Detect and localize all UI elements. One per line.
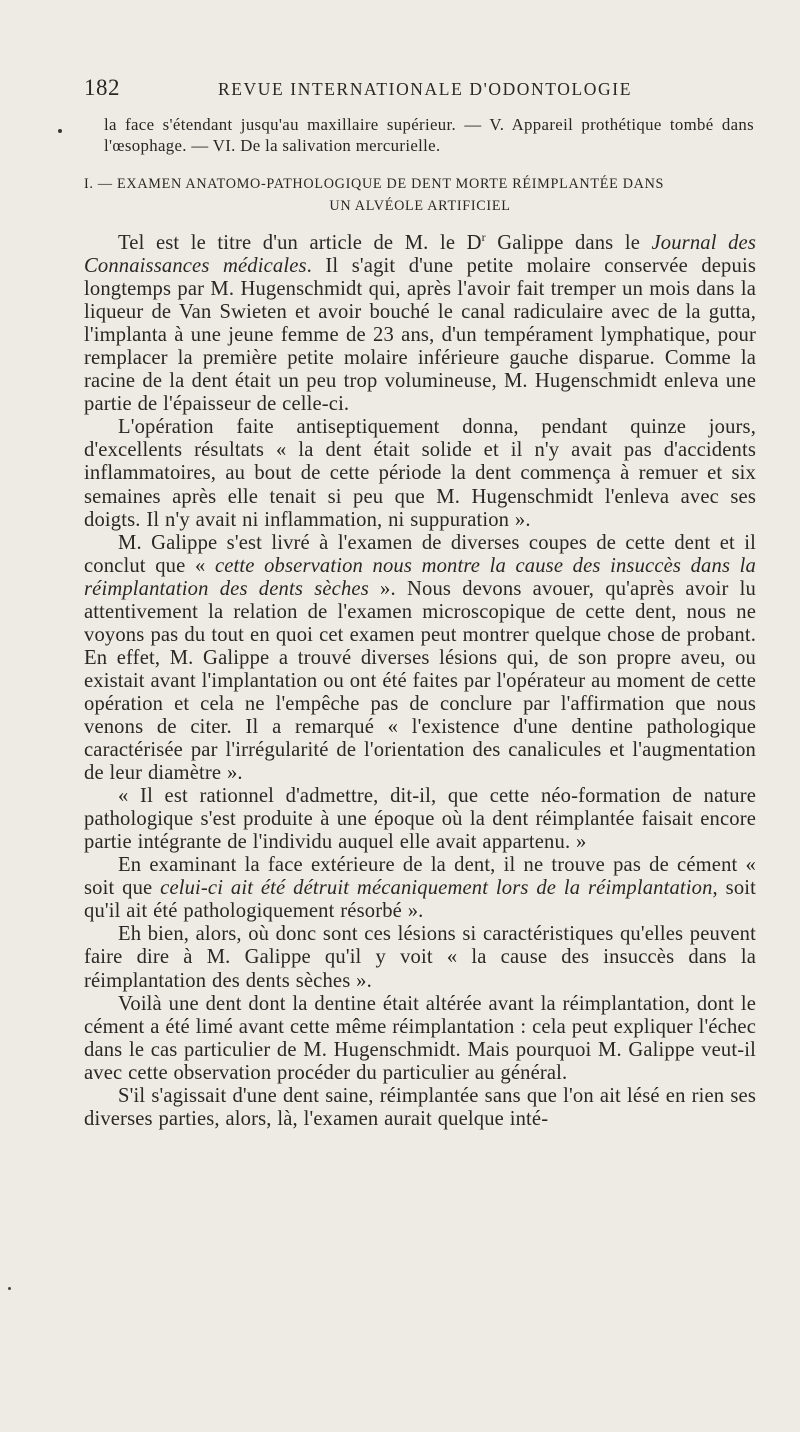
paragraph-8: S'il s'agissait d'une dent saine, réimplantée sans que l'on ait lésé en rien ses diverses parties, alors, là, l'examen aurait quelque inté- bbox=[84, 1084, 756, 1130]
paragraph-7: Voilà une dent dont la dentine était altérée avant la réimplantation, dont le cément a été limé avant cette même réimplantation : cela peut expliquer l'échec dans le cas particulier de M. Hugenschmidt. Mais pourquoi M. Galippe veut-il avec cette observation procéder du particulier au général. bbox=[84, 992, 756, 1084]
paragraph-3-quote: cette observation nous montre la cause des insuccès dans la réimplantation des dents sèches bbox=[84, 554, 756, 600]
page-number: 182 bbox=[84, 75, 120, 100]
paragraph-6: Eh bien, alors, où donc sont ces lésions si caractéristiques qu'elles peuvent faire dire à M. Galippe qu'il y voit « la cause des insuccès dans la réimplantation des dents sèches ». bbox=[84, 923, 756, 992]
journal-name: Journal des Connaissances médicales bbox=[84, 232, 756, 278]
paragraph-2: L'opération faite antiseptiquement donna, pendant quinze jours, d'excellents résultats « la dent était solide et il n'y avait pas d'accidents inflammatoires, au bout de cette période la dent commença à remuer et six semaines après elle tenait si peu que M. Hugenschmidt l'enleva avec ses doigts. Il n'y avait ni inflammation, ni suppuration ». bbox=[84, 416, 756, 531]
paragraph-5-text-b: , soit qu'il ait été pathologiquement résorbé ». bbox=[84, 877, 757, 923]
paragraph-1-superscript: r bbox=[481, 230, 486, 244]
paragraph-1-text-b: Galippe dans le bbox=[485, 232, 652, 254]
running-head bbox=[84, 74, 756, 104]
summary-continuation: la face s'étendant jusqu'au maxillaire supérieur. — V. Appareil prothétique tombé dans l'œsophage. — VI. De la salivation mercurielle. bbox=[104, 115, 754, 155]
paragraph-5-text-a: En examinant la face extérieure de la dent, il ne trouve pas de cément « soit que bbox=[84, 854, 756, 900]
paragraph-4: « Il est rationnel d'admettre, dit-il, que cette néo-formation de nature pathologique s'est produite à une époque où la dent réimplantée faisait encore partie intégrante de l'individu auquel elle avait appartenu. » bbox=[84, 785, 756, 854]
paragraph-5-quote: celui-ci ait été détruit mécaniquement lors de la réimplantation bbox=[160, 877, 713, 900]
margin-mark bbox=[8, 1287, 11, 1290]
paragraph-3-text-a: M. Galippe s'est livré à l'examen de diverses coupes de cette dent et il conclut que « bbox=[84, 531, 756, 577]
margin-dot bbox=[58, 129, 62, 133]
paragraph-3 bbox=[84, 532, 756, 786]
section-heading-line-1: I. — EXAMEN ANATOMO-PATHOLOGIQUE DE DENT MORTE RÉIMPLANTÉE DANS bbox=[84, 176, 665, 192]
paragraph-1-text-a: Tel est le titre d'un article de M. le D bbox=[118, 232, 482, 254]
journal-title: REVUE INTERNATIONALE D'ODONTOLOGIE bbox=[218, 79, 632, 99]
paragraph-1 bbox=[84, 226, 756, 416]
paragraph-5 bbox=[84, 854, 756, 923]
section-heading bbox=[84, 173, 756, 217]
article-body bbox=[84, 226, 756, 1131]
section-heading-line-2: UN ALVÉOLE ARTIFICIEL bbox=[329, 198, 511, 214]
paragraph-1-text-c: . Il s'agit d'une petite molaire conservée depuis longtemps par M. Hugenschmidt qui, après l'avoir fait tremper un mois dans la liqueur de Van Swieten et avoir bouché le canal radiculaire avec de la gutta, l'implanta à une jeune femme de 23 ans, d'un tempérament lymphatique, pour remplacer la première petite molaire inférieure gauche disparue. Comme la racine de la dent était un peu trop volumineuse, M. Hugenschmidt enleva une partie de l'épaisseur de celle-ci. bbox=[84, 255, 756, 416]
paragraph-3-text-b: ». Nous devons avouer, qu'après avoir lu attentivement la relation de l'examen microscopique de cette dent, nous ne voyons pas du tout en quoi cet examen peut montrer quelque chose de probant. En effet, M. Galippe a trouvé diverses lésions qui, de son propre aveu, ou existait avant l'implantation ou ont été faites par l'opérateur au moment de cette opération et cela ne l'empêche pas de conclure par l'affirmation que nous venons de citer. Il a remarqué « l'existence d'une dentine pathologique caractérisée par l'irrégularité de l'orientation des canalicules et l'augmentation de leur diamètre ». bbox=[84, 577, 756, 785]
